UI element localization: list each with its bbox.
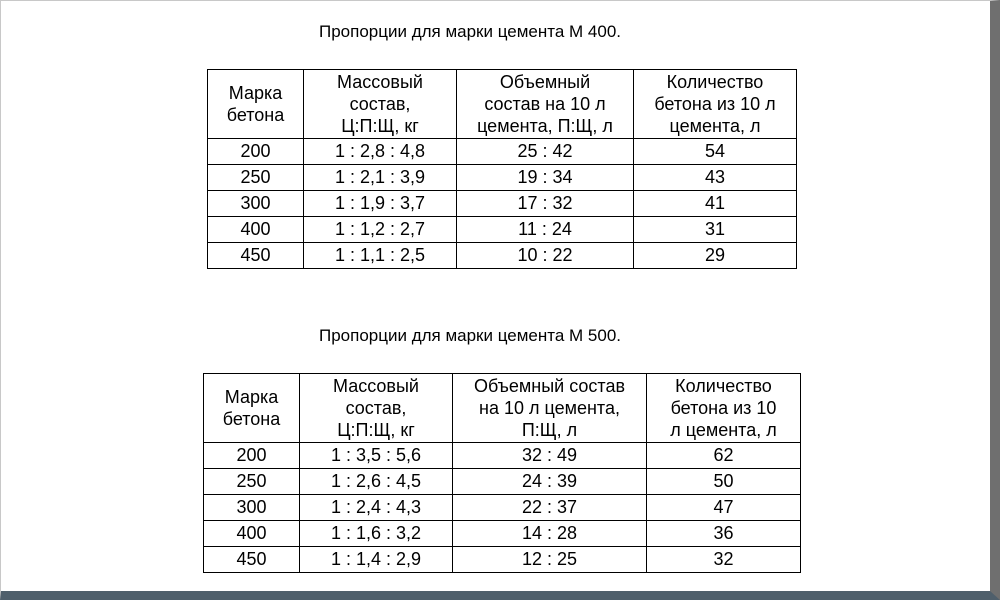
cell-mass: 1 : 2,6 : 4,5 [300,469,453,495]
header-line: Ц:П:Щ, кг [341,116,419,136]
header-line: цемента, П:Щ, л [477,116,613,136]
header-line: Ц:П:Щ, кг [337,420,415,440]
cell-volume: 10 : 22 [457,243,634,269]
cell-grade: 250 [208,165,304,191]
cell-volume: 25 : 42 [457,139,634,165]
header-concrete-amount [634,70,797,139]
cell-volume: 32 : 49 [453,443,647,469]
proportions-table-m500 [203,373,801,573]
cell-mass: 1 : 1,6 : 3,2 [300,521,453,547]
header-line: состав, [345,398,407,418]
cell-mass: 1 : 2,8 : 4,8 [304,139,457,165]
cell-grade: 300 [208,191,304,217]
cell-amount: 31 [634,217,797,243]
table-m500-caption: Пропорции для марки цемента М 500. [319,326,621,345]
table-row [204,547,801,573]
header-line: Массовый [337,72,423,92]
cell-grade: 450 [208,243,304,269]
proportions-table-m400 [207,69,797,269]
cell-mass: 1 : 3,5 : 5,6 [300,443,453,469]
table-header-row [208,70,797,139]
cell-volume: 17 : 32 [457,191,634,217]
table-row [204,521,801,547]
header-line: Объемный состав [473,376,626,396]
cell-volume: 11 : 24 [457,217,634,243]
table-row [208,139,797,165]
header-line: Марка [224,387,279,407]
cell-amount: 43 [634,165,797,191]
cell-grade: 200 [208,139,304,165]
cell-grade: 300 [204,495,300,521]
header-concrete-grade [208,70,304,139]
header-line: л цемента, л [670,420,777,440]
header-line: бетона [222,409,281,429]
table-row [204,443,801,469]
table-row [204,495,801,521]
table-row [208,191,797,217]
cell-mass: 1 : 1,9 : 3,7 [304,191,457,217]
header-mass-composition [300,374,453,443]
header-mass-composition [304,70,457,139]
table-m400-caption: Пропорции для марки цемента М 400. [319,22,621,41]
table-row [208,217,797,243]
header-line: Объемный [499,72,591,92]
cell-volume: 19 : 34 [457,165,634,191]
cell-grade: 200 [204,443,300,469]
cell-grade: 400 [204,521,300,547]
header-line: цемента, л [669,116,761,136]
table-header-row [204,374,801,443]
header-volume-composition [457,70,634,139]
cell-amount: 29 [634,243,797,269]
cell-amount: 62 [647,443,801,469]
cell-mass: 1 : 2,4 : 4,3 [300,495,453,521]
cell-amount: 32 [647,547,801,573]
header-concrete-amount [647,374,801,443]
header-line: Массовый [333,376,419,396]
cell-mass: 1 : 1,1 : 2,5 [304,243,457,269]
cell-volume: 24 : 39 [453,469,647,495]
header-line: состав, [349,94,411,114]
header-line: на 10 л цемента, [479,398,620,418]
header-line: состав на 10 л [484,94,606,114]
table-row [204,469,801,495]
header-line: бетона из 10 [670,398,777,418]
cell-mass: 1 : 2,1 : 3,9 [304,165,457,191]
cell-mass: 1 : 1,2 : 2,7 [304,217,457,243]
cell-amount: 36 [647,521,801,547]
cell-volume: 22 : 37 [453,495,647,521]
cell-grade: 450 [204,547,300,573]
cell-amount: 41 [634,191,797,217]
cell-amount: 54 [634,139,797,165]
header-line: П:Щ, л [521,420,578,440]
header-line: Марка [228,83,283,103]
table-row [208,165,797,191]
header-line: Количество [675,376,772,396]
header-line: Количество [666,72,764,92]
header-line: бетона из 10 л [654,94,776,114]
header-volume-composition [453,374,647,443]
cell-volume: 12 : 25 [453,547,647,573]
cell-volume: 14 : 28 [453,521,647,547]
header-line: бетона [226,105,285,125]
cell-amount: 47 [647,495,801,521]
cell-amount: 50 [647,469,801,495]
cell-grade: 250 [204,469,300,495]
table-row [208,243,797,269]
cell-mass: 1 : 1,4 : 2,9 [300,547,453,573]
header-concrete-grade [204,374,300,443]
cell-grade: 400 [208,217,304,243]
